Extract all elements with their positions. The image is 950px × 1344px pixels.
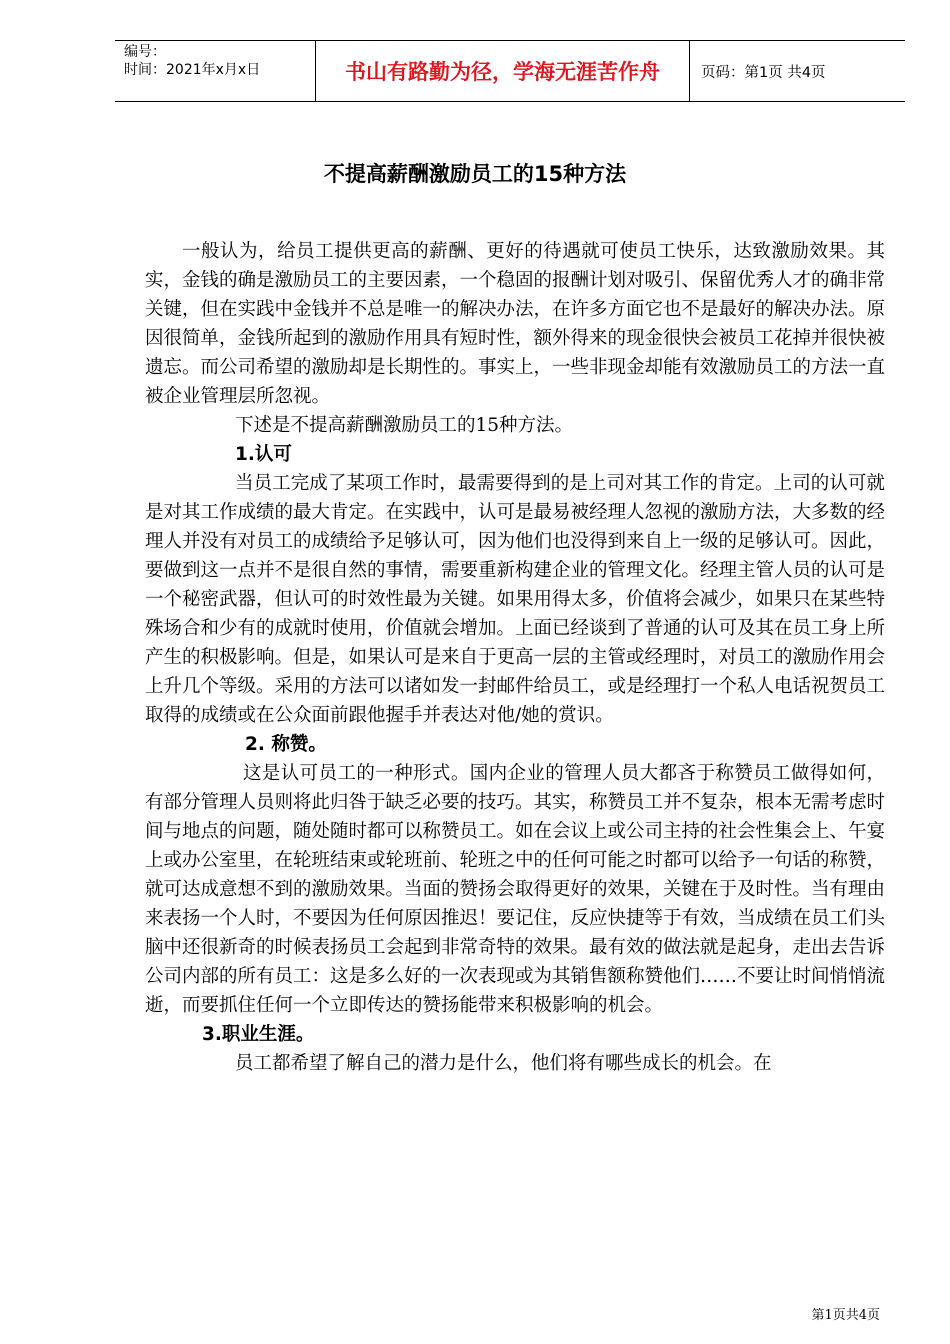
- page-footer: 第1页共4页: [811, 1308, 880, 1323]
- header-time: 时间：2021年x月x日: [124, 62, 261, 78]
- header-number: 编号：: [124, 44, 166, 60]
- section-3-heading: 3.职业生涯。: [202, 1024, 315, 1045]
- header-meta: [115, 41, 316, 101]
- page-header: [115, 40, 905, 102]
- header-motto: 书山有路勤为径，学海无涯苦作舟: [316, 41, 690, 101]
- section-2-heading: 2. 称赞。: [245, 734, 327, 755]
- section-3-text: 员工都希望了解自己的潜力是什么，他们将有哪些成长的机会。在: [235, 1053, 772, 1074]
- document-body: [145, 237, 885, 1078]
- section-1-heading: 1.认可: [235, 444, 292, 465]
- document-title: 不提高薪酬激励员工的15种方法: [323, 162, 627, 186]
- section-1-text: 当员工完成了某项工作时，最需要得到的是上司对其工作的肯定。上司的认可就是对其工作成绩的最大肯定。在实践中，认可是最易被经理人忽视的激励方法，大多数的经理人并没有对员工的成绩给予足够认可，因为他们也没得到来自上一级的足够认可。因此，要做到这一点并不是很自然的事情，需要重新构建企业的管理文化。经理主管人员的认可是一个秘密武器，但认可的时效性最为关键。如果用得太多，价值将会减少，如果只在某些特殊场合和少有的成就时使用，价值就会增加。上面已经谈到了普通的认可及其在员工身上所产生的积极影响。但是，如果认可是来自于更高一层的主管或经理时，对员工的激励作用会上升几个等级。采用的方法可以诸如发一封邮件给员工，或是经理打一个私人电话祝贺员工取得的成绩或在公众面前跟他握手并表达对他/她的赏识。: [145, 473, 886, 726]
- header-page-info: 页码：第1页 共4页: [701, 64, 826, 81]
- section-2-text: 这是认可员工的一种形式。国内企业的管理人员大都吝于称赞员工做得如何，有部分管理人员则将此归咎于缺乏必要的技巧。其实，称赞员工并不复杂，根本无需考虑时间与地点的问题，随处随时都可以称赞员工。如在会议上或公司主持的社会性集会上、午宴上或办公室里，在轮班结束或轮班前、轮班之中的任何可能之时都可以给予一句话的称赞，就可达成意想不到的激励效果。当面的赞扬会取得更好的效果，关键在于及时性。当有理由来表扬一个人时，不要因为任何原因推迟！要记住，反应快捷等于有效，当成绩在员工们头脑中还很新奇的时候表扬员工会起到非常奇特的效果。最有效的做法就是起身，走出去告诉公司内部的所有员工：这是多么好的一次表现或为其销售额称赞他们……不要让时间悄悄流逝，而要抓住任何一个立即传达的赞扬能带来积极影响的机会。: [145, 763, 886, 1016]
- lead-paragraph: 下述是不提高薪酬激励员工的15种方法。: [235, 415, 574, 436]
- intro-paragraph: 一般认为，给员工提供更高的薪酬、更好的待遇就可使员工快乐，达致激励效果。其实，金钱的确是激励员工的主要因素，一个稳固的报酬计划对吸引、保留优秀人才的确非常关键，但在实践中金钱并不总是唯一的解决办法，在许多方面它也不是最好的解决办法。原因很简单，金钱所起到的激励作用具有短时性，额外得来的现金很快会被员工花掉并很快被遗忘。而公司希望的激励却是长期性的。事实上，一些非现金却能有效激励员工的方法一直被企业管理层所忽视。: [145, 241, 886, 407]
